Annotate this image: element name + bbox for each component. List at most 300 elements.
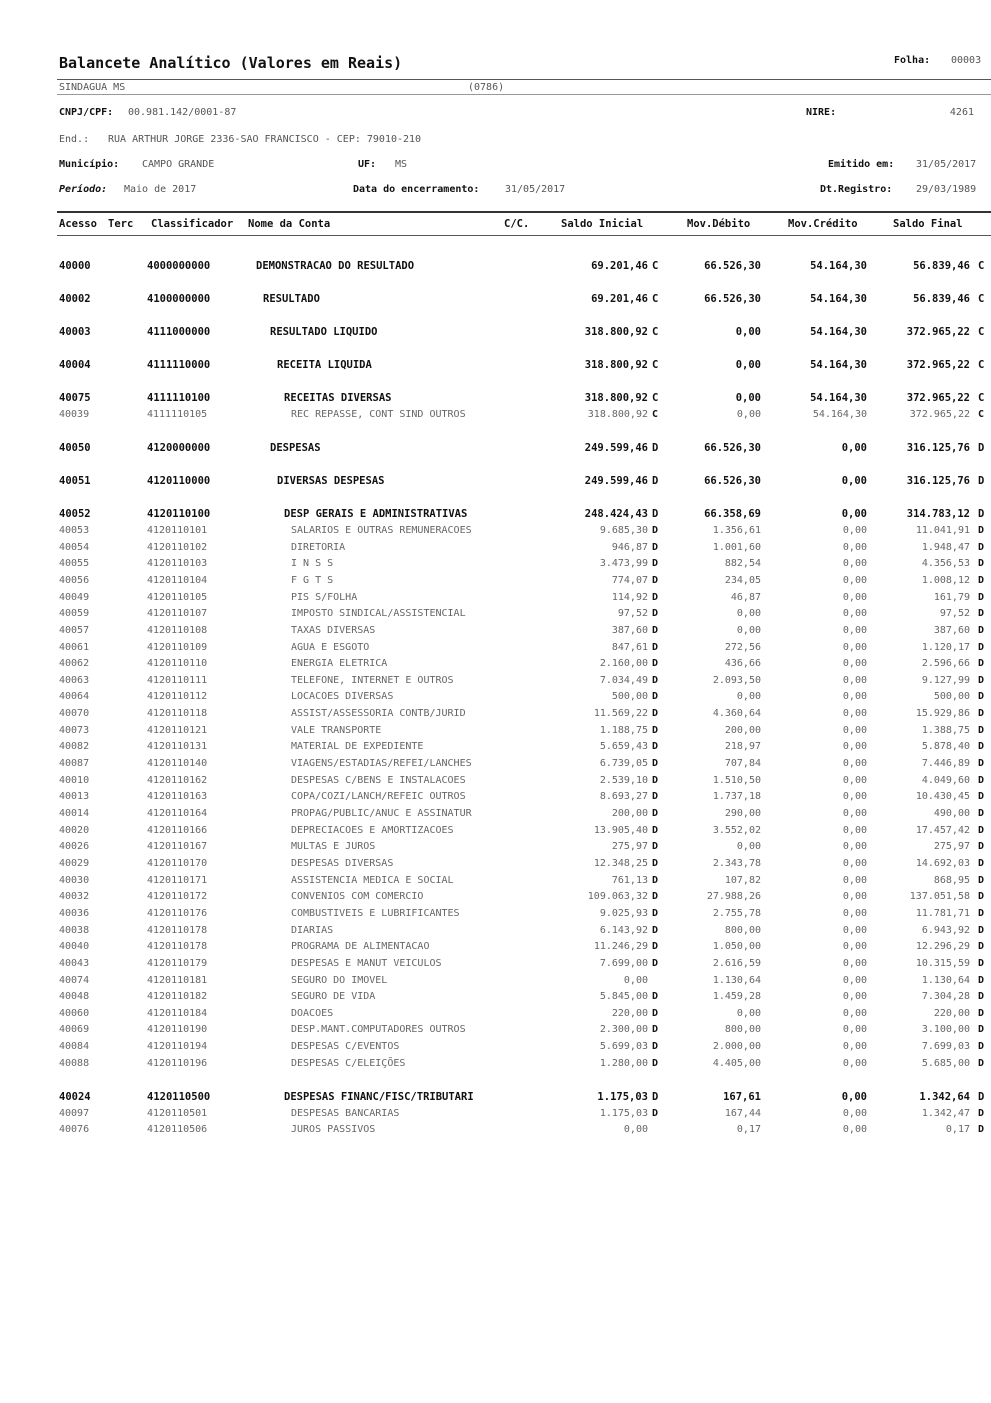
uf-label: UF: [358, 159, 377, 170]
row-mov-debito: 0,00 [736, 625, 761, 636]
periodo-label: Período: [59, 184, 108, 195]
row-saldo-final: 14.692,03 [915, 858, 970, 869]
table-row [0, 642, 991, 658]
row-acesso: 40050 [59, 442, 91, 454]
row-saldo-final-flag: D [978, 542, 985, 553]
row-saldo-final: 137.051,58 [909, 891, 970, 902]
row-acesso: 40097 [59, 1108, 90, 1119]
row-saldo-inicial-flag: D [652, 808, 659, 819]
cnpj-label: CNPJ/CPF: [59, 107, 114, 118]
row-account-name: AGUA E ESGOTO [291, 642, 370, 653]
row-mov-debito: 0,00 [736, 841, 761, 852]
row-mov-credito: 0,00 [842, 592, 867, 603]
row-saldo-final: 6.943,92 [921, 925, 970, 936]
row-acesso: 40004 [59, 359, 91, 371]
row-mov-credito: 54.164,30 [810, 293, 867, 305]
row-mov-debito: 167,44 [724, 1108, 761, 1119]
row-classificador: 4120110110 [147, 658, 208, 669]
row-mov-credito: 0,00 [842, 691, 867, 702]
table-row [0, 392, 991, 408]
row-account-name: DEMONSTRACAO DO RESULTADO [256, 260, 415, 272]
row-mov-credito: 0,00 [842, 908, 867, 919]
table-row [0, 658, 991, 674]
col-cc: C/C. [504, 218, 530, 230]
row-classificador: 4120110176 [147, 908, 208, 919]
row-account-name: DESPESAS E MANUT VEICULOS [291, 958, 442, 969]
row-saldo-inicial-flag: D [652, 1008, 659, 1019]
row-account-name: RECEITA LIQUIDA [277, 359, 372, 371]
row-saldo-final-flag: D [978, 525, 985, 536]
row-classificador: 4120110105 [147, 592, 208, 603]
row-saldo-inicial: 0,00 [623, 1124, 648, 1135]
emitido-label: Emitido em: [828, 159, 895, 170]
table-row [0, 675, 991, 691]
row-mov-debito: 1.130,64 [712, 975, 761, 986]
row-saldo-final: 500,00 [933, 691, 970, 702]
row-acesso: 40038 [59, 925, 90, 936]
row-saldo-inicial-flag: C [652, 392, 659, 404]
row-saldo-inicial-flag: D [652, 558, 659, 569]
report-title: Balancete Analítico (Valores em Reais) [59, 54, 403, 72]
table-row [0, 891, 991, 907]
table-row [0, 941, 991, 957]
row-mov-debito: 882,54 [724, 558, 761, 569]
row-mov-debito: 0,00 [735, 392, 761, 404]
row-saldo-final-flag: D [978, 775, 985, 786]
table-row [0, 708, 991, 724]
table-row [0, 875, 991, 891]
row-saldo-inicial: 69.201,46 [591, 293, 648, 305]
row-saldo-final: 372.965,22 [906, 392, 970, 404]
table-top-divider [57, 211, 991, 213]
row-classificador: 4120110101 [147, 525, 208, 536]
row-mov-credito: 0,00 [842, 1041, 867, 1052]
row-mov-credito: 0,00 [842, 975, 867, 986]
row-mov-credito: 0,00 [841, 442, 867, 454]
table-row [0, 1091, 991, 1107]
table-row [0, 791, 991, 807]
table-row [0, 991, 991, 1007]
cnpj-value: 00.981.142/0001-87 [128, 107, 237, 118]
row-mov-credito: 0,00 [842, 1024, 867, 1035]
row-saldo-inicial-flag: D [652, 991, 659, 1002]
row-saldo-inicial-flag: C [652, 293, 659, 305]
row-saldo-final-flag: D [978, 1091, 985, 1103]
encerramento-value: 31/05/2017 [505, 184, 566, 195]
row-classificador: 4120110121 [147, 725, 208, 736]
row-saldo-inicial-flag: D [652, 525, 659, 536]
row-acesso: 40024 [59, 1091, 91, 1103]
row-classificador: 4120110184 [147, 1008, 208, 1019]
row-acesso: 40087 [59, 758, 90, 769]
table-row [0, 608, 991, 624]
row-acesso: 40002 [59, 293, 91, 305]
row-saldo-final-flag: D [978, 1024, 985, 1035]
row-classificador: 4120110167 [147, 841, 208, 852]
row-account-name: DESPESAS C/EVENTOS [291, 1041, 400, 1052]
row-saldo-final-flag: D [978, 858, 985, 869]
row-saldo-final-flag: D [978, 791, 985, 802]
table-row [0, 293, 991, 309]
row-saldo-final-flag: D [978, 941, 985, 952]
row-mov-debito: 3.552,02 [712, 825, 761, 836]
row-saldo-final: 7.446,89 [921, 758, 970, 769]
row-acesso: 40059 [59, 608, 90, 619]
row-classificador: 4120110163 [147, 791, 208, 802]
row-saldo-inicial-flag: D [652, 575, 659, 586]
row-mov-debito: 27.988,26 [706, 891, 761, 902]
row-mov-debito: 1.050,00 [712, 941, 761, 952]
row-saldo-inicial: 946,87 [611, 542, 648, 553]
row-mov-debito: 4.405,00 [712, 1058, 761, 1069]
col-terc: Terc [108, 218, 134, 230]
row-acesso: 40088 [59, 1058, 90, 1069]
row-classificador: 4120110140 [147, 758, 208, 769]
row-account-name: VIAGENS/ESTADIAS/REFEI/LANCHES [291, 758, 472, 769]
row-account-name: REC REPASSE, CONT SIND OUTROS [291, 409, 466, 420]
row-saldo-inicial-flag: D [652, 791, 659, 802]
row-acesso: 40010 [59, 775, 90, 786]
row-account-name: DESPESAS C/BENS E INSTALACOES [291, 775, 466, 786]
row-acesso: 40076 [59, 1124, 90, 1135]
row-saldo-final: 10.315,59 [915, 958, 970, 969]
row-saldo-final: 220,00 [933, 1008, 970, 1019]
row-mov-debito: 46,87 [730, 592, 761, 603]
row-account-name: RESULTADO [263, 293, 320, 305]
row-saldo-inicial: 1.188,75 [599, 725, 648, 736]
folha-value: 00003 [951, 55, 982, 66]
row-saldo-inicial: 200,00 [611, 808, 648, 819]
row-classificador: 4120110166 [147, 825, 208, 836]
row-classificador: 4120110178 [147, 941, 208, 952]
row-account-name: DESPESAS FINANC/FISC/TRIBUTARI [284, 1091, 474, 1103]
table-row [0, 558, 991, 574]
row-acesso: 40014 [59, 808, 90, 819]
row-mov-credito: 0,00 [842, 791, 867, 802]
row-mov-credito: 0,00 [842, 841, 867, 852]
row-saldo-inicial-flag: D [652, 608, 659, 619]
row-saldo-final-flag: C [978, 392, 985, 404]
table-row [0, 475, 991, 491]
row-classificador: 4120110178 [147, 925, 208, 936]
row-mov-debito: 800,00 [724, 1024, 761, 1035]
table-row [0, 542, 991, 558]
row-saldo-final: 275,97 [933, 841, 970, 852]
table-row [0, 1041, 991, 1057]
row-saldo-inicial: 1.280,00 [599, 1058, 648, 1069]
row-account-name: DIARIAS [291, 925, 334, 936]
row-mov-credito: 0,00 [842, 991, 867, 1002]
row-mov-debito: 0,00 [735, 326, 761, 338]
row-classificador: 4120110104 [147, 575, 208, 586]
row-account-name: PIS S/FOLHA [291, 592, 358, 603]
row-mov-debito: 66.358,69 [704, 508, 761, 520]
row-mov-debito: 2.755,78 [712, 908, 761, 919]
table-row [0, 326, 991, 342]
row-saldo-final: 5.878,40 [921, 741, 970, 752]
row-mov-debito: 2.093,50 [712, 675, 761, 686]
table-row [0, 741, 991, 757]
row-account-name: MULTAS E JUROS [291, 841, 376, 852]
emitido-value: 31/05/2017 [916, 159, 977, 170]
col-mov-debito: Mov.Débito [687, 218, 751, 230]
row-saldo-final-flag: D [978, 958, 985, 969]
row-account-name: I N S S [291, 558, 334, 569]
row-mov-debito: 66.526,30 [704, 260, 761, 272]
row-mov-debito: 1.510,50 [712, 775, 761, 786]
row-saldo-final: 4.049,60 [921, 775, 970, 786]
row-mov-debito: 200,00 [724, 725, 761, 736]
row-saldo-inicial-flag: D [652, 958, 659, 969]
row-saldo-final: 56.839,46 [913, 293, 970, 305]
row-acesso: 40013 [59, 791, 90, 802]
row-mov-credito: 0,00 [842, 758, 867, 769]
row-account-name: RESULTADO LIQUIDO [270, 326, 378, 338]
row-saldo-final-flag: D [978, 891, 985, 902]
row-saldo-inicial-flag: D [652, 592, 659, 603]
row-account-name: TELEFONE, INTERNET E OUTROS [291, 675, 454, 686]
row-classificador: 4120110182 [147, 991, 208, 1002]
row-account-name: IMPOSTO SINDICAL/ASSISTENCIAL [291, 608, 466, 619]
row-classificador: 4120110118 [147, 708, 208, 719]
table-row [0, 1124, 991, 1140]
row-classificador: 4120110500 [147, 1091, 211, 1103]
nire-value: 4261 [949, 107, 974, 118]
row-acesso: 40040 [59, 941, 90, 952]
row-mov-debito: 272,56 [724, 642, 761, 653]
row-classificador: 4120110172 [147, 891, 208, 902]
row-mov-debito: 66.526,30 [704, 293, 761, 305]
row-classificador: 4120110171 [147, 875, 208, 886]
row-saldo-inicial-flag: D [652, 908, 659, 919]
row-saldo-final: 314.783,12 [906, 508, 970, 520]
row-saldo-inicial-flag: C [652, 326, 659, 338]
row-acesso: 40075 [59, 392, 91, 404]
row-classificador: 4120110102 [147, 542, 208, 553]
row-saldo-inicial-flag: D [652, 1108, 659, 1119]
nire-label: NIRE: [806, 107, 837, 118]
row-mov-debito: 167,61 [723, 1091, 761, 1103]
row-mov-debito: 2.343,78 [712, 858, 761, 869]
row-saldo-final: 868,95 [933, 875, 970, 886]
row-mov-debito: 66.526,30 [704, 475, 761, 487]
row-acesso: 40074 [59, 975, 90, 986]
row-saldo-final-flag: D [978, 741, 985, 752]
row-mov-debito: 4.360,64 [712, 708, 761, 719]
row-saldo-inicial: 318.800,92 [584, 326, 648, 338]
row-account-name: ASSISTENCIA MEDICA E SOCIAL [291, 875, 454, 886]
row-saldo-inicial: 2.300,00 [599, 1024, 648, 1035]
row-saldo-final-flag: D [978, 975, 985, 986]
row-saldo-inicial-flag: D [652, 1041, 659, 1052]
row-saldo-inicial-flag: D [652, 475, 659, 487]
table-row [0, 691, 991, 707]
row-acesso: 40052 [59, 508, 91, 520]
row-classificador: 4120110109 [147, 642, 208, 653]
row-saldo-inicial: 8.693,27 [599, 791, 648, 802]
table-row [0, 858, 991, 874]
row-saldo-final-flag: D [978, 608, 985, 619]
row-account-name: SALARIOS E OUTRAS REMUNERACOES [291, 525, 472, 536]
row-saldo-final-flag: D [978, 1058, 985, 1069]
row-saldo-inicial-flag: C [652, 409, 659, 420]
row-acesso: 40051 [59, 475, 91, 487]
row-acesso: 40084 [59, 1041, 90, 1052]
row-acesso: 40000 [59, 260, 91, 272]
table-row [0, 592, 991, 608]
row-saldo-final: 1.342,47 [921, 1108, 970, 1119]
row-mov-credito: 54.164,30 [810, 392, 867, 404]
row-saldo-inicial-flag: D [652, 642, 659, 653]
header-divider [57, 235, 991, 236]
row-saldo-inicial: 275,97 [611, 841, 648, 852]
row-mov-debito: 0,00 [736, 409, 761, 420]
row-saldo-inicial-flag: D [652, 758, 659, 769]
table-row [0, 725, 991, 741]
row-saldo-final: 97,52 [939, 608, 970, 619]
row-saldo-inicial-flag: D [652, 1058, 659, 1069]
row-saldo-final-flag: D [978, 1041, 985, 1052]
row-saldo-inicial-flag: D [652, 858, 659, 869]
row-classificador: 4120110162 [147, 775, 208, 786]
row-acesso: 40056 [59, 575, 90, 586]
row-mov-credito: 0,00 [841, 1091, 867, 1103]
row-saldo-final: 1.130,64 [921, 975, 970, 986]
row-saldo-final: 490,00 [933, 808, 970, 819]
table-row [0, 1024, 991, 1040]
row-mov-debito: 0,00 [736, 608, 761, 619]
row-saldo-inicial: 387,60 [611, 625, 648, 636]
row-acesso: 40054 [59, 542, 90, 553]
row-saldo-inicial: 248.424,43 [584, 508, 648, 520]
row-saldo-inicial-flag: D [652, 691, 659, 702]
row-acesso: 40082 [59, 741, 90, 752]
row-account-name: DIRETORIA [291, 542, 346, 553]
table-row [0, 841, 991, 857]
row-mov-credito: 0,00 [842, 525, 867, 536]
company-code: (0786) [468, 82, 505, 93]
row-saldo-inicial-flag: D [652, 675, 659, 686]
row-saldo-final-flag: D [978, 1008, 985, 1019]
row-account-name: PROPAG/PUBLIC/ANUC E ASSINATUR [291, 808, 472, 819]
row-account-name: LOCACOES DIVERSAS [291, 691, 394, 702]
row-saldo-final-flag: D [978, 875, 985, 886]
table-row [0, 975, 991, 991]
row-saldo-final-flag: D [978, 658, 985, 669]
row-account-name: DESPESAS C/ELEIÇÕES [291, 1058, 406, 1069]
row-saldo-inicial-flag: D [652, 775, 659, 786]
row-mov-credito: 54.164,30 [810, 326, 867, 338]
row-account-name: SEGURO DE VIDA [291, 991, 376, 1002]
row-saldo-final: 372.965,22 [906, 326, 970, 338]
row-saldo-inicial: 318.800,92 [584, 392, 648, 404]
row-acesso: 40036 [59, 908, 90, 919]
row-account-name: ENERGIA ELETRICA [291, 658, 388, 669]
row-account-name: VALE TRANSPORTE [291, 725, 382, 736]
row-saldo-final-flag: D [978, 575, 985, 586]
row-mov-credito: 0,00 [842, 608, 867, 619]
row-mov-credito: 0,00 [842, 925, 867, 936]
row-saldo-inicial-flag: C [652, 260, 659, 272]
row-saldo-final: 7.699,03 [921, 1041, 970, 1052]
row-mov-credito: 0,00 [842, 941, 867, 952]
row-mov-debito: 2.616,59 [712, 958, 761, 969]
row-mov-debito: 2.000,00 [712, 1041, 761, 1052]
row-saldo-final-flag: D [978, 675, 985, 686]
row-acesso: 40043 [59, 958, 90, 969]
row-saldo-inicial-flag: D [652, 925, 659, 936]
row-saldo-final: 7.304,28 [921, 991, 970, 1002]
row-classificador: 4111110100 [147, 392, 211, 404]
row-mov-credito: 0,00 [842, 825, 867, 836]
row-saldo-inicial: 9.025,93 [599, 908, 648, 919]
row-saldo-final-flag: C [978, 260, 985, 272]
row-account-name: DIVERSAS DESPESAS [277, 475, 385, 487]
row-mov-debito: 800,00 [724, 925, 761, 936]
row-acesso: 40073 [59, 725, 90, 736]
row-acesso: 40032 [59, 891, 90, 902]
row-mov-debito: 707,84 [724, 758, 761, 769]
row-saldo-final: 10.430,45 [915, 791, 970, 802]
encerramento-label: Data do encerramento: [353, 184, 480, 195]
row-mov-credito: 0,00 [842, 625, 867, 636]
row-saldo-inicial: 318.800,92 [587, 409, 648, 420]
table-row [0, 758, 991, 774]
row-saldo-final-flag: D [978, 625, 985, 636]
row-classificador: 4000000000 [147, 260, 211, 272]
row-account-name: SEGURO DO IMOVEL [291, 975, 388, 986]
uf-value: MS [395, 159, 408, 170]
row-mov-credito: 0,00 [842, 1124, 867, 1135]
row-mov-credito: 0,00 [842, 725, 867, 736]
title-divider [57, 79, 991, 80]
row-mov-debito: 1.737,18 [712, 791, 761, 802]
row-classificador: 4120110196 [147, 1058, 208, 1069]
row-saldo-final-flag: D [978, 808, 985, 819]
row-mov-credito: 54.164,30 [812, 409, 867, 420]
row-account-name: DEPRECIACOES E AMORTIZACOES [291, 825, 454, 836]
row-saldo-final-flag: D [978, 558, 985, 569]
row-account-name: PROGRAMA DE ALIMENTACAO [291, 941, 430, 952]
row-saldo-final: 1.342,64 [919, 1091, 970, 1103]
row-saldo-final-flag: D [978, 592, 985, 603]
table-row [0, 575, 991, 591]
row-account-name: TAXAS DIVERSAS [291, 625, 376, 636]
row-classificador: 4120110170 [147, 858, 208, 869]
row-saldo-inicial: 0,00 [623, 975, 648, 986]
row-mov-debito: 1.356,61 [712, 525, 761, 536]
row-saldo-final: 4.356,53 [921, 558, 970, 569]
row-acesso: 40060 [59, 1008, 90, 1019]
table-row [0, 260, 991, 276]
row-saldo-inicial-flag: D [652, 442, 659, 454]
row-saldo-final: 2.596,66 [921, 658, 970, 669]
row-saldo-final-flag: D [978, 708, 985, 719]
table-row [0, 1108, 991, 1124]
row-saldo-final: 387,60 [933, 625, 970, 636]
row-saldo-inicial: 114,92 [611, 592, 648, 603]
row-saldo-inicial-flag: D [652, 875, 659, 886]
row-classificador: 4120110194 [147, 1041, 208, 1052]
table-row [0, 825, 991, 841]
row-saldo-inicial-flag: D [652, 825, 659, 836]
row-saldo-final-flag: D [978, 825, 985, 836]
row-acesso: 40064 [59, 691, 90, 702]
table-row [0, 1058, 991, 1074]
table-row [0, 359, 991, 375]
row-saldo-inicial-flag: D [652, 1091, 659, 1103]
row-saldo-final-flag: D [978, 758, 985, 769]
